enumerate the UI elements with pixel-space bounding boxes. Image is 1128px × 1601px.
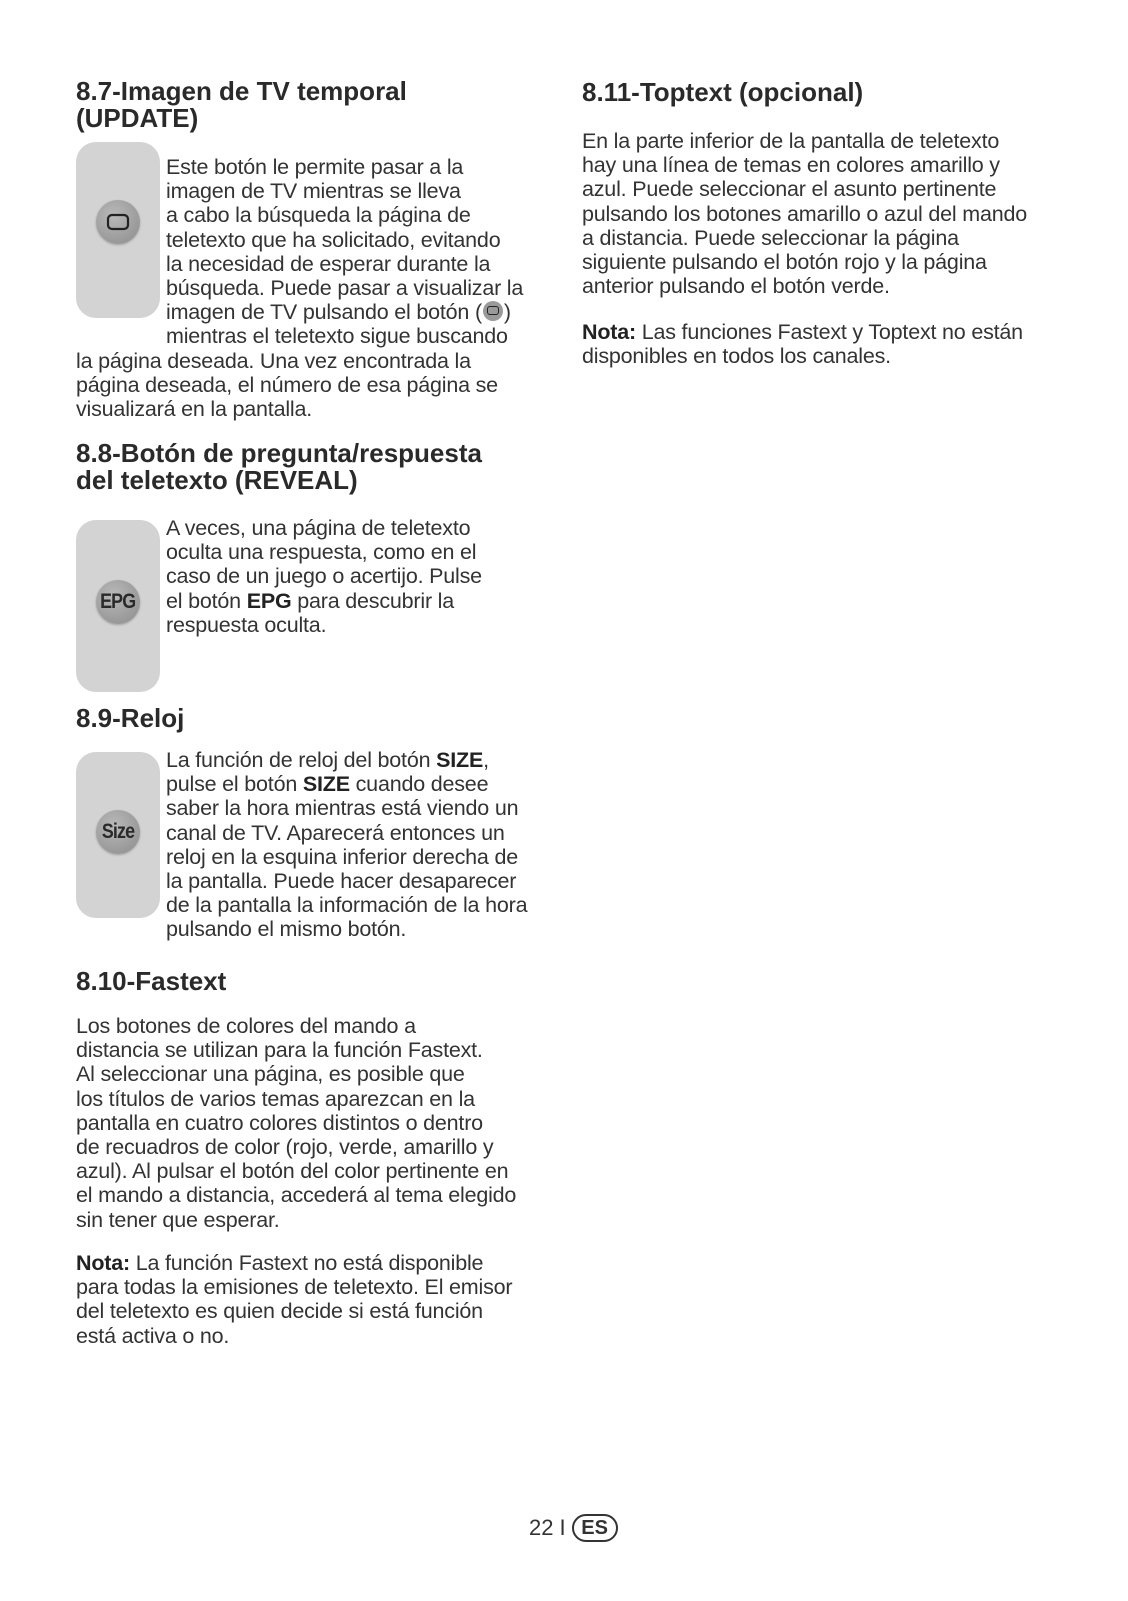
- footer-separator: I: [559, 1515, 566, 1540]
- update-button-panel: [76, 142, 160, 318]
- section-8-10-note: Nota: La función Fastext no está disponible para todas la emisiones de teletexto. El emisor del teletexto es quien decide si está función está activa o no.: [76, 1251, 513, 1348]
- page-footer: [529, 1514, 618, 1542]
- section-8-9-text: La función de reloj del botón SIZE, pulse el botón SIZE cuando desee saber la hora mientras está viendo un canal de TV. Aparecerá entonces un reloj en la esquina inferior derecha de la pantalla. Puede hacer desaparecer de la pantalla la información de la hora pulsando el mismo botón.: [166, 748, 528, 942]
- size-button-panel: [76, 752, 160, 918]
- epg-button-icon: EPG: [96, 580, 140, 624]
- section-8-9-title: 8.9-Reloj: [76, 703, 185, 733]
- section-8-7-wrapped-text: Este botón le permite pasar a la imagen de TV mientras se lleva a cabo la búsqueda la página de teletexto que ha solicitado, evitando la necesidad de esperar durante la búsqueda. Puede pasar a visualizar la imagen de TV pulsando el botón ( ) mientras el teletexto sigue buscando: [166, 155, 524, 349]
- section-8-7-body: la página deseada. Una vez encontrada la página deseada, el número de esa página se visualizará en la pantalla.: [76, 349, 498, 422]
- epg-button-panel: [76, 520, 160, 692]
- section-8-7-title: 8.7-Imagen de TV temporal (UPDATE): [76, 76, 407, 133]
- section-8-11-title: 8.11-Toptext (opcional): [582, 77, 864, 107]
- inline-button-line: imagen de TV pulsando el botón ( ): [166, 300, 511, 325]
- section-8-8-text: A veces, una página de teletexto oculta una respuesta, como en el caso de un juego o acertijo. Pulse el botón EPG para descubrir la respuesta oculta.: [166, 516, 482, 637]
- section-8-8-title: 8.8-Botón de pregunta/respuesta del teletexto (REVEAL): [76, 438, 482, 495]
- teletext-icon: [105, 212, 131, 232]
- language-badge: ES: [572, 1514, 618, 1542]
- size-button-icon: Size: [96, 810, 140, 854]
- section-8-11-note: Nota: Las funciones Fastext y Toptext no están disponibles en todos los canales.: [582, 320, 1023, 369]
- inline-update-button-icon: [483, 301, 503, 321]
- page-number: 22: [529, 1515, 554, 1540]
- section-8-10-body: Los botones de colores del mando a distancia se utilizan para la función Fastext. Al seleccionar una página, es posible que los títulos de varios temas aparezcan en la pantalla en cuatro colores distintos o dentro de recuadros de color (rojo, verde, amarillo y azul). Al pulsar el botón del color pertinente en el mando a distancia, accederá al tema elegido sin tener que esperar.: [76, 1014, 517, 1232]
- section-8-11-body: En la parte inferior de la pantalla de teletexto hay una línea de temas en colores amarillo y azul. Puede seleccionar el asunto pertinente pulsando los botones amarillo o azul del mando a distancia. Puede seleccionar la página siguiente pulsando el botón rojo y la página anterior pulsando el botón verde.: [582, 129, 1027, 299]
- update-button-icon: [96, 200, 140, 244]
- section-8-10-title: 8.10-Fastext: [76, 966, 227, 996]
